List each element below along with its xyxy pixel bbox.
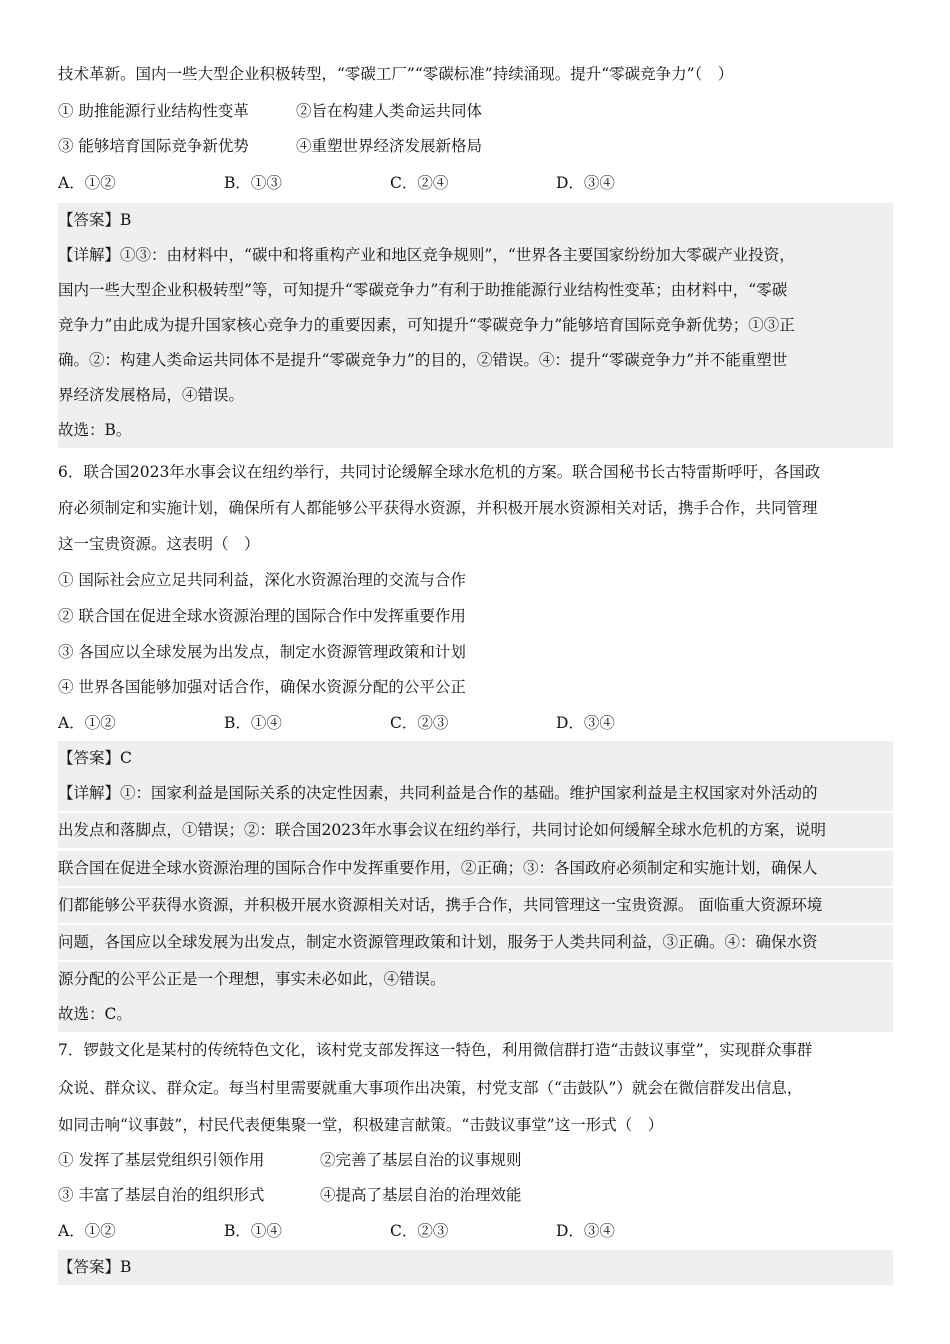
q5-answer: 【答案】B xyxy=(58,203,893,238)
q7-choice-b: B．①④ xyxy=(224,1222,282,1240)
q6-explain-line: 问题，各国应以全球发展为出发点，制定水资源管理政策和计划，服务于人类共同利益，③正确。④：确保水资 xyxy=(58,925,893,960)
q5-item-3: ③ 能够培育国际竞争新优势 xyxy=(58,137,249,155)
q6-conclusion: 故选：C。 xyxy=(58,997,893,1032)
q7-answer: 【答案】B xyxy=(58,1250,893,1285)
q6-explain-line: 源分配的公平公正是一个理想，事实未必如此，④错误。 xyxy=(58,962,893,997)
q6-stem-line: 6．联合国2023年水事会议在纽约举行，共同讨论缓解全球水危机的方案。联合国秘书长古特雷斯呼吁，各国政 xyxy=(58,463,821,481)
q5-item-1: ① 助推能源行业结构性变革 xyxy=(58,102,249,120)
q6-answer: 【答案】C xyxy=(58,741,893,776)
q7-choice-a: A．①② xyxy=(58,1222,116,1240)
q5-explain-line: 国内一些大型企业积极转型”等，可知提升“零碳竞争力”有利于助推能源行业结构性变革；由材料中，“零碳 xyxy=(58,273,893,308)
q7-item-3: ③ 丰富了基层自治的组织形式 xyxy=(58,1186,265,1204)
q6-item-2: ② 联合国在促进全球水资源治理的国际合作中发挥重要作用 xyxy=(58,607,466,625)
q5-explain-line: 界经济发展格局，④错误。 xyxy=(58,378,893,413)
q6-choice-b: B．①④ xyxy=(224,714,282,732)
q7-item-1: ① 发挥了基层党组织引领作用 xyxy=(58,1151,265,1169)
q5-choice-b: B．①③ xyxy=(224,174,282,192)
q5-explain-line: 竞争力”由此成为提升国家核心竞争力的重要因素，可知提升“零碳竞争力”能够培育国际竞争新优势；①③正 xyxy=(58,308,893,343)
q5-explain-line: 【详解】①③：由材料中，“碳中和将重构产业和地区竞争规则”，“世界各主要国家纷纷加大零碳产业投资， xyxy=(58,238,893,273)
q5-stem-tail: 技术革新。国内一些大型企业积极转型，“零碳工厂”“零碳标准”持续涌现。提升“零碳竞争力”（ ） xyxy=(58,65,734,83)
q6-choice-a: A．①② xyxy=(58,714,116,732)
q5-conclusion: 故选：B。 xyxy=(58,413,893,448)
q6-explain-line: 出发点和落脚点，①错误；②：联合国2023年水事会议在纽约举行，共同讨论如何缓解全球水危机的方案，说明 xyxy=(58,813,893,848)
q5-choices xyxy=(58,166,893,201)
q7-item-4: ④提高了基层自治的治理效能 xyxy=(320,1186,522,1204)
q6-item-3: ③ 各国应以全球发展为出发点，制定水资源管理政策和计划 xyxy=(58,643,466,661)
q7-choice-c: C．②③ xyxy=(390,1222,449,1240)
q6-item-1: ① 国际社会应立足共同利益，深化水资源治理的交流与合作 xyxy=(58,571,466,589)
q7-stem-line: 众说、群众议、群众定。每当村里需要就重大事项作出决策，村党支部（“击鼓队”）就会在微信群发出信息， xyxy=(58,1079,803,1097)
q6-stem-line: 府必须制定和实施计划，确保所有人都能够公平获得水资源，并积极开展水资源相关对话，携手合作，共同管理 xyxy=(58,499,818,517)
q6-choice-c: C．②③ xyxy=(390,714,449,732)
q6-choice-d: D．③④ xyxy=(556,714,615,732)
q7-choices xyxy=(58,1214,893,1249)
q6-explain-line: 【详解】①：国家利益是国际关系的决定性因素，共同利益是合作的基础。维护国家利益是主权国家对外活动的 xyxy=(58,776,893,811)
q6-explain-line: 们都能够公平获得水资源，并积极开展水资源相关对话，携手合作，共同管理这一宝贵资源。 面临重大资源环境 xyxy=(58,888,893,923)
q6-item-4: ④ 世界各国能够加强对话合作，确保水资源分配的公平公正 xyxy=(58,678,466,696)
q6-explain-line: 联合国在促进全球水资源治理的国际合作中发挥重要作用，②正确；③：各国政府必须制定和实施计划，确保人 xyxy=(58,851,893,886)
q5-choice-d: D．③④ xyxy=(556,174,615,192)
q5-item-2: ②旨在构建人类命运共同体 xyxy=(296,102,483,120)
q7-choice-d: D．③④ xyxy=(556,1222,615,1240)
q5-explain-line: 确。②：构建人类命运共同体不是提升“零碳竞争力”的目的，②错误。④：提升“零碳竞争力”并不能重塑世 xyxy=(58,343,893,378)
q7-stem-line: 如同击响“议事鼓”，村民代表便集聚一堂，积极建言献策。“击鼓议事堂”这一形式（ ） xyxy=(58,1116,664,1134)
q7-item-row xyxy=(58,1143,893,1178)
q5-item-4: ④重塑世界经济发展新格局 xyxy=(296,137,483,155)
q5-item-row xyxy=(58,94,893,129)
q5-item-row xyxy=(58,129,893,164)
q7-item-2: ②完善了基层自治的议事规则 xyxy=(320,1151,522,1169)
q5-choice-c: C．②④ xyxy=(390,174,449,192)
q7-item-row xyxy=(58,1178,893,1213)
q6-choices xyxy=(58,706,893,741)
q6-stem-line: 这一宝贵资源。这表明（ ） xyxy=(58,535,260,553)
q5-choice-a: A．①② xyxy=(58,174,116,192)
q7-stem-line: 7．锣鼓文化是某村的传统特色文化，该村党支部发挥这一特色，利用微信群打造“击鼓议事堂”，实现群众事群 xyxy=(58,1041,813,1059)
